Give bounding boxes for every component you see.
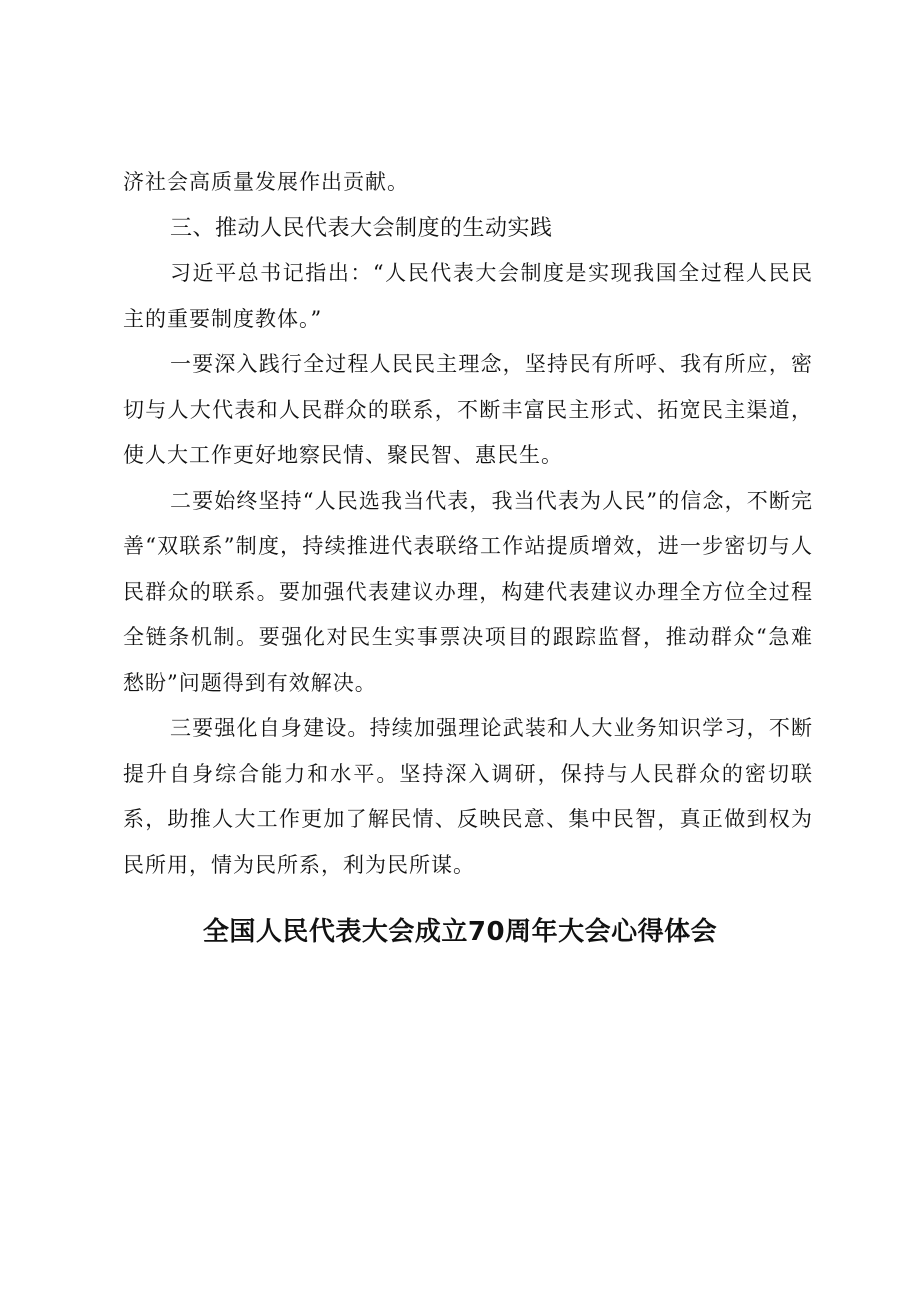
paragraph-first-requirement: 一要深入践行全过程人民民主理念，坚持民有所呼、我有所应，密切与人大代表和人民群众的联系，不断丰富民主形式、拓宽民主渠道，使人大工作更好地察民情、聚民智、惠民生。 (123, 352, 813, 467)
section-heading: 三、推动人民代表大会制度的生动实践 (170, 215, 553, 241)
paragraph-quote: 习近平总书记指出：“人民代表大会制度是实现我国全过程人民民主的重要制度教体。” (123, 261, 813, 331)
next-article-title: 全国人民代表大会成立70周年大会心得体会 (202, 917, 718, 947)
paragraph-second-requirement: 二要始终坚持“人民选我当代表，我当代表为人民”的信念，不断完善“双联系”制度，持续推进代表联络工作站提质增效，进一步密切与人民群众的联系。要加强代表建议办理，构建代表建议办理全方位全过程全链条机制。要强化对民生实事票决项目的跟踪监督，推动群众“急难愁盼”问题得到有效解决。 (123, 488, 813, 695)
document-body (123, 160, 813, 888)
paragraph-third-requirement: 三要强化自身建设。持续加强理论武装和人大业务知识学习，不断提升自身综合能力和水平。坚持深入调研，保持与人民群众的密切联系，助推人大工作更加了解民情、反映民意、集中民智，真正做到权为民所用，情为民所系，利为民所谋。 (123, 716, 813, 877)
continuation-paragraph: 济社会高质量发展作出贡献。 (123, 170, 409, 194)
